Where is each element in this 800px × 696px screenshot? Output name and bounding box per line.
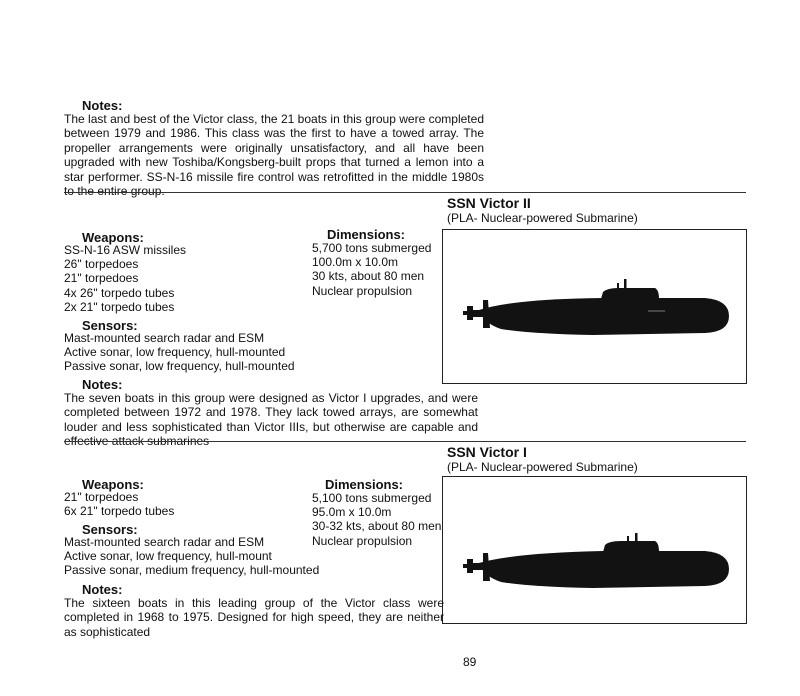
victor1-notes-heading: Notes: (82, 582, 123, 597)
victor2-sensors-list (64, 331, 295, 374)
sensor-item: Active sonar, low frequency, hull-mounted (64, 345, 286, 360)
victor2-subtitle: (PLA- Nuclear-powered Submarine) (447, 211, 638, 225)
weapon-item: 4x 26" torpedo tubes (64, 285, 175, 300)
sensor-item: Mast-mounted search radar and ESM (64, 331, 265, 345)
weapon-item: 6x 21" torpedo tubes (64, 504, 175, 519)
section-divider-2 (64, 441, 746, 442)
dimension-item: Nuclear propulsion (312, 283, 413, 298)
victor2-dimensions-list (312, 241, 431, 298)
dimension-item: 30 kts, about 80 men (312, 269, 425, 284)
sensor-item: Passive sonar, low frequency, hull-mounted (64, 359, 295, 374)
victor1-sensors-heading: Sensors: (82, 522, 138, 537)
dimension-item: 30-32 kts, about 80 men (312, 519, 442, 534)
victor1-dimensions-list (312, 491, 441, 548)
top-notes-heading: Notes: (82, 98, 123, 113)
weapon-item: SS-N-16 ASW missiles (64, 243, 187, 257)
victor2-sensors-heading: Sensors: (82, 318, 138, 333)
sensor-item: Active sonar, low frequency, hull-mount (64, 549, 272, 564)
weapon-item: 26" torpedoes (64, 257, 139, 272)
victor2-dimensions-heading: Dimensions: (327, 227, 406, 242)
weapon-item: 2x 21" torpedo tubes (64, 299, 175, 314)
dimension-item: 5,100 tons submerged (312, 491, 432, 505)
victor1-weapons-list (64, 490, 174, 518)
sensor-item: Mast-mounted search radar and ESM (64, 535, 265, 549)
victor1-image-frame (442, 476, 747, 624)
victor1-title: SSN Victor I (447, 444, 527, 460)
dimension-item: Nuclear propulsion (312, 533, 413, 548)
dimension-item: 5,700 tons submerged (312, 241, 432, 255)
victor1-notes-text: The sixteen boats in this leading group of the Victor class were completed in 1968 to 1975. Designed for high speed, they are neither as sophisticated (64, 596, 444, 639)
weapon-item: 21" torpedoes (64, 271, 139, 286)
dimension-item: 100.0m x 10.0m (312, 255, 399, 270)
submarine-silhouette-victor1 (443, 477, 745, 622)
victor1-subtitle: (PLA- Nuclear-powered Submarine) (447, 460, 638, 474)
victor2-notes-text: The seven boats in this group were designed as Victor I upgrades, and were completed between 1972 and 1978. They lack towed arrays, are somewhat louder and less sophisticated than Victor IIIs, but otherwise are capable and effective attack submarines (64, 391, 478, 449)
submarine-silhouette-victor2 (443, 230, 745, 382)
victor1-dimensions-heading: Dimensions: (325, 477, 404, 492)
page-number: 89 (463, 655, 477, 669)
weapon-item: 21" torpedoes (64, 490, 139, 504)
sensor-item: Passive sonar, medium frequency, hull-mounted (64, 563, 320, 578)
victor2-notes-heading: Notes: (82, 377, 123, 392)
victor2-image-frame (442, 229, 747, 384)
victor2-weapons-list (64, 243, 186, 314)
victor2-title: SSN Victor II (447, 195, 531, 211)
top-notes-text: The last and best of the Victor class, the 21 boats in this group were completed between 1979 and 1986. This class was the first to have a towed array. The propeller arrangements were originally unsatisfactory, and all have been upgraded with new Toshiba/Kongsberg-built props that turned a lemon into a star performer. SS-N-16 missile fire control was retrofitted in the middle 1980s to the entire group. (64, 112, 484, 199)
section-divider-1 (64, 192, 746, 193)
dimension-item: 95.0m x 10.0m (312, 505, 392, 520)
victor1-weapons-heading: Weapons: (82, 477, 144, 492)
victor2-weapons-heading: Weapons: (82, 230, 144, 245)
victor1-sensors-list (64, 535, 319, 578)
